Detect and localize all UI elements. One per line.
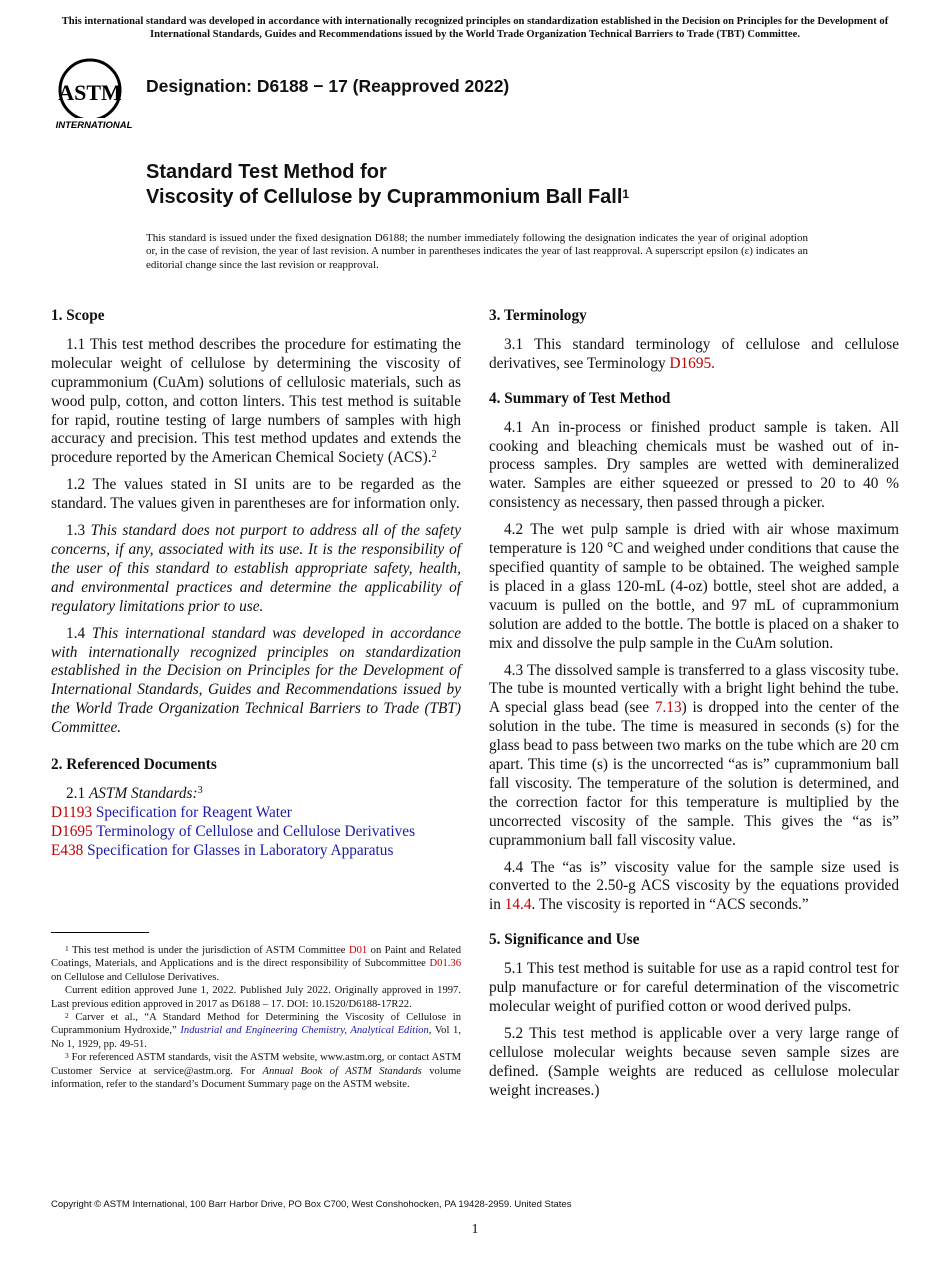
link-14-4[interactable]: 14.4 <box>504 896 532 914</box>
title-line-1: Standard Test Method for <box>146 161 387 183</box>
para-4-2: 4.2 The wet pulp sample is dried with air whose maximum temperature is 120 °C and weighed under conditions that cause the specified quantity of sample to be obtained. The weighed sample is placed in a glass 120-mL (4-oz) bottle, steel shot are added, a vacuum is pulled on the bottle, and 97 mL of cuprammonium solution are added to the bottle. The bottle is placed on a shaker to mix and dissolve the pulp sample in the CuAm solution. <box>489 521 899 652</box>
ref-code-link[interactable]: D1695 <box>51 822 93 840</box>
footnote-3: $^3$ For referenced ASTM standards, visit the ASTM website, www.astm.org, or contact ASTM Customer Service at service@astm.org. For Annual Book of ASTM Standards volume information, refer to the standard’s Document Summary page on the ASTM website. <box>51 1051 462 1091</box>
scope-heading: 1. Scope <box>51 307 105 324</box>
para-5-2: 5.2 This test method is applicable over a very large range of cellulose molecular weights because seven sample sizes are defined. (Sample weights are reduced as cellulose molecular weight increases.) <box>489 1024 899 1099</box>
logo-text: ASTM <box>58 80 122 105</box>
para-3-1: 3.1 This standard terminology of cellulose and cellulose derivatives, see Terminology D1695. <box>489 335 899 372</box>
copyright-notice: Copyright © ASTM International, 100 Barr Harbor Drive, PO Box C700, West Conshohocken, PA 19428-2959. United States <box>51 1199 572 1210</box>
para-1-3: 1.3 This standard does not purport to address all of the safety concerns, if any, associated with its use. It is the responsibility of the user of this standard to establish appropriate safety, health, and environmental practices and determine the applicability of regulatory limitations prior to use. <box>51 522 462 615</box>
link-d01[interactable]: D01 <box>348 945 368 956</box>
footnote-ref-3[interactable]: 3 <box>197 784 203 796</box>
para-4-3: 4.3 The dissolved sample is transferred to a glass viscosity tube. The tube is mounted vertically with a bright light behind the tube. A special glass bead (see 7.13) is dropped into the center of the solution in the tube. The time is measured in seconds (s) for the glass bead to pass between two marks on the tube which are 20 cm apart. This time (s) is the uncorrected “as is” cuprammonium ball fall viscosity. The temperature of the solution is determined, and the correction factor for this temperature is multiplied by the uncorrected viscosity of the sample. This gives the “as is” cuprammonium ball fall viscosity value. <box>489 661 899 849</box>
ref-d1193 <box>51 804 461 823</box>
page-number: 1 <box>471 1222 479 1237</box>
right-column <box>489 307 899 1109</box>
document-title <box>146 160 629 210</box>
footnote-2: $^2$ Carver et al., “A Standard Method for Determining the Viscosity of Cellulose in Cuprammonium Hydroxide,” Industrial and Engineering Chemistry, Analytical Edition, Vol 1, No 1, 1929, pp. 49-51. <box>51 1011 462 1050</box>
ref-title-link[interactable]: Specification for Glasses in Laboratory Apparatus <box>87 841 394 859</box>
footnote-divider <box>51 932 149 933</box>
issued-note: This standard is issued under the fixed designation D6188; the number immediately following the designation indicates the year of original adoption or, in the case of revision, the year of last revision. A number in parentheses indicates the year of last reapproval. A superscript epsilon (ε) indicates an editorial change since the last revision or reapproval. <box>146 232 808 271</box>
ref-e438 <box>51 842 461 861</box>
footnote-ref-2[interactable]: 2 <box>431 449 437 461</box>
ref-code-link[interactable]: E438 <box>51 841 84 859</box>
terminology-heading: 3. Terminology <box>489 307 587 324</box>
logo-subtext: INTERNATIONAL <box>55 120 133 131</box>
ref-title-link[interactable]: Terminology of Cellulose and Cellulose Derivatives <box>96 822 416 840</box>
link-d01-36[interactable]: D01.36 <box>429 958 461 970</box>
footnotes <box>51 944 461 1091</box>
summary-heading: 4. Summary of Test Method <box>489 389 671 407</box>
footnote-1: $^1$ This test method is under the jurisdiction of ASTM Committee D01 on Paint and Related Coatings, Materials, and Applications and is the direct responsibility of Subcommittee D01.36 on Cellulose and Cellulose Derivatives. <box>51 944 461 983</box>
title-footnote-mark: 1 <box>622 187 630 201</box>
designation: Designation: D6188 − 17 (Reapproved 2022) <box>146 76 510 96</box>
significance-heading: 5. Significance and Use <box>489 931 640 949</box>
para-1-2: 1.2 The values stated in SI units are to be regarded as the standard. The values given in parentheses are for information only. <box>51 476 461 513</box>
para-2-1: 2.1 ASTM Standards:$^3$ <box>66 784 203 802</box>
para-1-4: 1.4 This international standard was developed in accordance with internationally recognized principles on standardization established in the Decision on Principles for the Development of International Standards, Guides and Recommendations issued by the World Trade Organization Technical Barriers to Trade (TBT) Committee. <box>51 624 461 737</box>
journal-link[interactable]: Industrial and Engineering Chemistry, Analytical Edition <box>180 1025 429 1037</box>
link-d1695[interactable]: D1695. <box>669 354 715 372</box>
tbt-banner: This international standard was developed in accordance with internationally recognized principles on standardization established in the Decision on Principles for the Development of International Standards, Guides and Recommendations issued by the World Trade Organization Technical Barriers to Trade (TBT) Committee. <box>61 16 889 40</box>
ref-code-link[interactable]: D1193 <box>51 803 93 821</box>
para-1-1: 1.1 This test method describes the procedure for estimating the molecular weight of cellulose by determining the viscosity of cuprammonium (CuAm) solutions of cellulosic materials, such as wood pulp, cotton, and cotton linters. This test method is suitable for rapid, routine testing of large numbers of samples with high accuracy and precision. This test method updates and extends the procedure reported by the American Chemical Society (ACS).$^2$ <box>51 335 461 467</box>
para-5-1: 5.1 This test method is suitable for use as a rapid control test for pulp manufacture or for careful determination of the viscometric molecular weight of purified cotton or wood derived pulps. <box>489 960 899 1015</box>
ref-title-link[interactable]: Specification for Reagent Water <box>95 803 292 821</box>
para-4-4: 4.4 The “as is” viscosity value for the sample size used is converted to the 2.50-g ACS viscosity by the equations provided in 14.4. The viscosity is reported in “ACS seconds.” <box>489 858 899 914</box>
para-4-1: 4.1 An in-process or finished product sample is taken. All cooking and bleaching chemicals must be washed out of in-process samples. Dry samples are wetted with demineralized water. Samples are either squeezed or pressed to 20 to 40 % consistency as necessary, then passed through a picker. <box>489 418 899 512</box>
astm-logo <box>52 56 136 132</box>
title-line-2: Viscosity of Cellulose by Cuprammonium Ball Fall$^1$ <box>146 186 630 208</box>
referenced-documents-heading: 2. Referenced Documents <box>51 756 217 774</box>
footnote-edition: Current edition approved June 1, 2022. Published July 2022. Originally approved in 1997. Last previous edition approved in 2017 as D6188 – 17. DOI: 10.1520/D6188-17R22. <box>51 985 461 1010</box>
left-column <box>51 307 461 861</box>
ref-d1695 <box>51 823 461 842</box>
link-7-13[interactable]: 7.13 <box>654 699 682 717</box>
